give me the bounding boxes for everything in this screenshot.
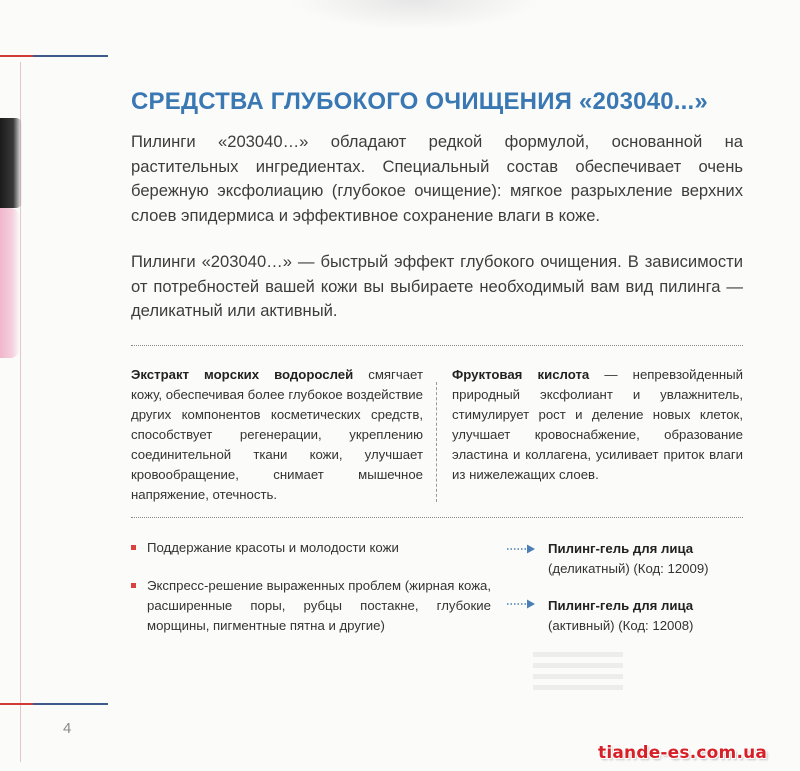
product-name: Пилинг-гель для лица bbox=[548, 598, 694, 613]
benefit-text: Поддержание красоты и молодости кожи bbox=[147, 540, 399, 555]
dotted-arrow-icon bbox=[506, 543, 536, 555]
ingredient-name: Экстракт морских водорослей bbox=[131, 367, 354, 382]
flower-decoration-pink bbox=[0, 208, 20, 358]
product-name: Пилинг-гель для лица bbox=[548, 541, 694, 556]
column-divider bbox=[436, 382, 437, 502]
benefit-text: Экспресс-решение выраженных проблем (жирная кожа, расширенные поры, рубцы постакне, глубокие морщины, пигментные пятна и другие) bbox=[147, 578, 492, 633]
page-title: СРЕДСТВА ГЛУБОКОГО ОЧИЩЕНИЯ «203040...» bbox=[131, 88, 708, 115]
top-product-shadow bbox=[290, 0, 540, 30]
dotted-divider-bottom bbox=[131, 517, 743, 518]
product-item bbox=[548, 596, 748, 636]
dotted-arrow-icon bbox=[506, 598, 536, 610]
product-desc: (деликатный) (Код: 12009) bbox=[548, 561, 709, 576]
ingredient-name: Фруктовая кислота bbox=[452, 367, 590, 382]
benefit-item bbox=[131, 538, 491, 558]
benefit-item bbox=[131, 576, 491, 636]
flower-decoration-dark bbox=[0, 118, 22, 208]
ingredient-fruit-acid bbox=[452, 365, 743, 485]
intro-paragraph-2: Пилинги «203040…» — быстрый эффект глубокого очищения. В зависимости от потребностей вашей кожи вы выбираете необходимый вам вид пилинга — деликатный или активный. bbox=[131, 252, 743, 320]
bullet-square-icon bbox=[131, 545, 136, 550]
product-desc: (активный) (Код: 12008) bbox=[548, 618, 694, 633]
ingredient-seaweed bbox=[131, 365, 423, 505]
top-red-line bbox=[0, 55, 33, 57]
top-blue-line bbox=[33, 55, 108, 57]
dotted-divider-top bbox=[131, 345, 743, 346]
page-number: 4 bbox=[63, 720, 72, 737]
ingredient-description: смягчает кожу, обеспечивая более глубокое воздействие других компонентов косметических средств, способствует регенерации, укреплению соединительной ткани кожи, улучшает кровообращение, снимает мышечное напряжение, отечность. bbox=[131, 367, 423, 502]
bottom-red-line bbox=[0, 703, 33, 705]
ingredient-description: — непревзойденный природный эксфолиант и увлажнитель, стимулирует рост и деление новых клеток, улучшает кровоснабжение, образование эластина и коллагена, усиливает приток влаги из нижележащих слоев. bbox=[452, 367, 743, 482]
bullet-square-icon bbox=[131, 583, 136, 588]
intro-paragraph-1: Пилинги «203040…» обладают редкой формулой, основанной на растительных ингредиентах. Специальный состав обеспечивает очень бережную эксфолиацию (глубокое очищение): мягкое разрыхление верхних слоев эпидермиса и эффективное сохранение влаги в коже. bbox=[131, 132, 743, 225]
bleed-through-text bbox=[533, 652, 623, 692]
bottom-blue-line bbox=[33, 703, 108, 705]
watermark: tiande-es.com.ua bbox=[598, 743, 768, 763]
product-item bbox=[548, 539, 748, 579]
